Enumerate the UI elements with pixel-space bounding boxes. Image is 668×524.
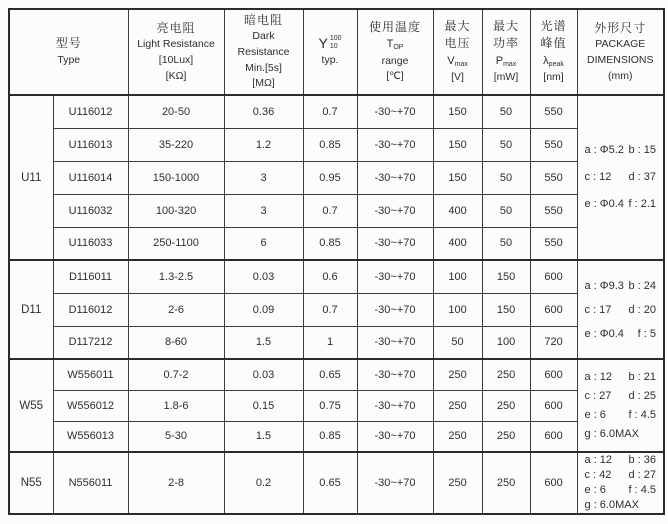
- cell-part-number: U116033: [53, 227, 128, 260]
- cell-peak-wavelength: 600: [530, 390, 577, 421]
- cell-gamma: 0.85: [303, 227, 357, 260]
- cell-light-resistance: 1.3-2.5: [128, 260, 224, 293]
- table-body: [9, 95, 664, 514]
- header-row: [9, 9, 664, 95]
- cell-dark-resistance: 0.03: [224, 260, 303, 293]
- cell-part-number: N556011: [53, 452, 128, 514]
- cell-temp-range: -30~+70: [357, 128, 433, 161]
- cell-max-power: 50: [482, 227, 530, 260]
- cell-max-power: 250: [482, 390, 530, 421]
- col-header-peak-wavelength: 光谱 峰值 $\lambda_{peak}$ [nm]: [530, 9, 577, 95]
- cell-dark-resistance: 6: [224, 227, 303, 260]
- cell-peak-wavelength: 550: [530, 95, 577, 128]
- cell-max-voltage: 150: [433, 95, 482, 128]
- cell-peak-wavelength: 550: [530, 194, 577, 227]
- cell-max-voltage: 400: [433, 194, 482, 227]
- cell-gamma: 0.65: [303, 452, 357, 514]
- cell-part-number: U116014: [53, 161, 128, 194]
- cell-type-group: U11: [9, 95, 53, 260]
- top-symbol: $T_{OP}$: [386, 38, 404, 52]
- cell-gamma: 0.85: [303, 128, 357, 161]
- cell-part-number: U116032: [53, 194, 128, 227]
- cell-light-resistance: 100-320: [128, 194, 224, 227]
- cell-type-group: D11: [9, 260, 53, 359]
- type-header-en: Type: [57, 53, 81, 66]
- cell-max-voltage: 250: [433, 359, 482, 390]
- cell-max-voltage: 150: [433, 128, 482, 161]
- cell-max-voltage: 50: [433, 326, 482, 359]
- cell-temp-range: -30~+70: [357, 260, 433, 293]
- cell-temp-range: -30~+70: [357, 95, 433, 128]
- cell-light-resistance: 0.7-2: [128, 359, 224, 390]
- col-header-gamma: Y 100 10 typ.: [303, 9, 357, 95]
- cell-package-dimensions: a : 12 b : 36 c : 42 d : 27 e : 6 f : 4.5 g : 6.0MAX: [577, 452, 664, 514]
- cell-peak-wavelength: 600: [530, 421, 577, 452]
- cell-max-power: 50: [482, 161, 530, 194]
- cell-part-number: W556013: [53, 421, 128, 452]
- cell-dark-resistance: 1.5: [224, 326, 303, 359]
- cell-temp-range: -30~+70: [357, 452, 433, 514]
- cell-max-power: 250: [482, 421, 530, 452]
- cell-peak-wavelength: 600: [530, 359, 577, 390]
- col-header-operating-temp: 使用温度 $T_{OP}$ range [℃]: [357, 9, 433, 95]
- table-row: [9, 161, 664, 194]
- cell-light-resistance: 2-8: [128, 452, 224, 514]
- cell-light-resistance: 250-1100: [128, 227, 224, 260]
- cell-max-voltage: 250: [433, 452, 482, 514]
- table-row: [9, 227, 664, 260]
- cell-max-voltage: 400: [433, 227, 482, 260]
- col-header-dark-resistance: 暗电阻 Dark Resistance Min.[5s] [MΩ]: [224, 9, 303, 95]
- cell-dark-resistance: 0.15: [224, 390, 303, 421]
- cell-light-resistance: 150-1000: [128, 161, 224, 194]
- cell-gamma: 1: [303, 326, 357, 359]
- cell-temp-range: -30~+70: [357, 326, 433, 359]
- cell-type-group: N55: [9, 452, 53, 514]
- cell-temp-range: -30~+70: [357, 161, 433, 194]
- cell-max-voltage: 250: [433, 390, 482, 421]
- cell-part-number: W556012: [53, 390, 128, 421]
- cell-temp-range: -30~+70: [357, 359, 433, 390]
- cell-max-power: 150: [482, 260, 530, 293]
- col-header-max-power: 最大 功率 $P_{max}$ [mW]: [482, 9, 530, 95]
- cell-max-power: 50: [482, 128, 530, 161]
- cell-temp-range: -30~+70: [357, 421, 433, 452]
- cell-package-dimensions: a : 12 b : 21 c : 27 d : 25 e : 6 f : 4.5 g : 6.0MAX: [577, 359, 664, 452]
- cell-peak-wavelength: 600: [530, 293, 577, 326]
- table-row: [9, 421, 664, 452]
- cell-dark-resistance: 0.09: [224, 293, 303, 326]
- col-header-light-resistance: 亮电阻 Light Resistance [10Lux] [KΩ]: [128, 9, 224, 95]
- cell-dark-resistance: 3: [224, 161, 303, 194]
- table-row: [9, 326, 664, 359]
- table-row: [9, 293, 664, 326]
- cell-temp-range: -30~+70: [357, 390, 433, 421]
- cell-dark-resistance: 0.36: [224, 95, 303, 128]
- table-row: [9, 452, 664, 514]
- cell-max-power: 100: [482, 326, 530, 359]
- cell-light-resistance: 1.8-6: [128, 390, 224, 421]
- col-header-max-voltage: 最大 电压 $V_{max}$ [V]: [433, 9, 482, 95]
- type-header-zh: 型号: [55, 36, 82, 51]
- cell-max-voltage: 150: [433, 161, 482, 194]
- cell-max-power: 250: [482, 452, 530, 514]
- cell-part-number: D116012: [53, 293, 128, 326]
- cell-dark-resistance: 0.2: [224, 452, 303, 514]
- table-header: [9, 9, 664, 95]
- cell-gamma: 0.85: [303, 421, 357, 452]
- cell-gamma: 0.6: [303, 260, 357, 293]
- cell-type-group: W55: [9, 359, 53, 452]
- cell-temp-range: -30~+70: [357, 194, 433, 227]
- cell-peak-wavelength: 600: [530, 260, 577, 293]
- cell-max-power: 50: [482, 194, 530, 227]
- table-row: [9, 260, 664, 293]
- lambda-symbol: $\lambda_{peak}$: [543, 54, 564, 68]
- cell-temp-range: -30~+70: [357, 227, 433, 260]
- table-row: [9, 390, 664, 421]
- table-row: [9, 95, 664, 128]
- cell-gamma: 0.7: [303, 194, 357, 227]
- table-row: [9, 194, 664, 227]
- cell-part-number: W556011: [53, 359, 128, 390]
- cell-part-number: D116011: [53, 260, 128, 293]
- cell-light-resistance: 35-220: [128, 128, 224, 161]
- cell-dark-resistance: 1.2: [224, 128, 303, 161]
- cell-dark-resistance: 1.5: [224, 421, 303, 452]
- cell-light-resistance: 8-60: [128, 326, 224, 359]
- cell-temp-range: -30~+70: [357, 293, 433, 326]
- cell-dark-resistance: 3: [224, 194, 303, 227]
- cell-peak-wavelength: 600: [530, 452, 577, 514]
- cell-max-voltage: 100: [433, 293, 482, 326]
- cell-light-resistance: 5-30: [128, 421, 224, 452]
- vmax-symbol: $V_{max}$: [447, 54, 468, 68]
- pmax-symbol: $P_{max}$: [495, 54, 517, 68]
- cell-dark-resistance: 0.03: [224, 359, 303, 390]
- cell-gamma: 0.95: [303, 161, 357, 194]
- cell-gamma: 0.65: [303, 359, 357, 390]
- photoresistor-spec-table: [8, 8, 665, 515]
- cell-gamma: 0.7: [303, 293, 357, 326]
- cell-package-dimensions: a : Φ5.2 b : 15 c : 12 d : 37 e : Φ0.4 f : 2.1: [577, 95, 664, 260]
- cell-peak-wavelength: 550: [530, 227, 577, 260]
- cell-part-number: D117212: [53, 326, 128, 359]
- col-header-type: [9, 9, 128, 95]
- cell-gamma: 0.7: [303, 95, 357, 128]
- cell-light-resistance: 20-50: [128, 95, 224, 128]
- cell-peak-wavelength: 550: [530, 161, 577, 194]
- gamma-symbol: Y 100 10: [318, 35, 342, 52]
- cell-package-dimensions: a : Φ9.3 b : 24 c : 17 d : 20 e : Φ0.4 f : 5: [577, 260, 664, 359]
- cell-max-voltage: 250: [433, 421, 482, 452]
- table-row: [9, 128, 664, 161]
- cell-part-number: U116012: [53, 95, 128, 128]
- cell-peak-wavelength: 720: [530, 326, 577, 359]
- cell-part-number: U116013: [53, 128, 128, 161]
- cell-peak-wavelength: 550: [530, 128, 577, 161]
- cell-max-power: 150: [482, 293, 530, 326]
- col-header-package-dimensions: 外形尺寸 PACKAGE DIMENSIONS (mm): [577, 9, 664, 95]
- table-row: [9, 359, 664, 390]
- cell-max-power: 250: [482, 359, 530, 390]
- cell-gamma: 0.75: [303, 390, 357, 421]
- cell-max-power: 50: [482, 95, 530, 128]
- cell-max-voltage: 100: [433, 260, 482, 293]
- cell-light-resistance: 2-6: [128, 293, 224, 326]
